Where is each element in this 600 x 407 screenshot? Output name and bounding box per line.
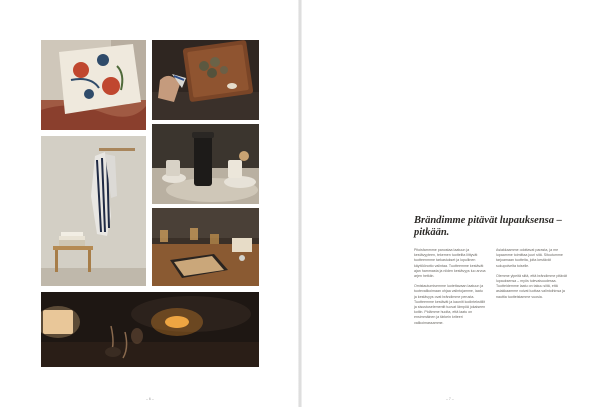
body-paragraph: Pitoisfammme panostaa laatuun ja kestävyyteen, tekemen tuotteilta liittyvät tuotteenmme tarkastukset ja lopullinen käyttöönotto valintaa. Tuotteemme kestävät ajan hammasta ja niiden kestävyys luo arvoa arjen hetkiin. <box>414 248 486 279</box>
game-table-photo <box>152 208 259 286</box>
cushion-photo <box>41 40 146 130</box>
right-page <box>301 0 600 407</box>
charcuterie-photo <box>152 40 259 120</box>
headline: Brändimme pitävät lupauksensa – pitkään. <box>414 215 562 238</box>
page-number-right: – 7 – <box>446 397 454 401</box>
body-paragraph: Omistautumisemme luotettavaan laatuun ja tuotevalikoimaan ohjaa valintojamme, laatu ja kestävyys ovat brändimme perusta. Tuotteemme kestävät ja kauniit kodintekstiilit ja sisustuselementit tuovat lämpöä jokaiseen kotiin. Pidämme huolta, että laatu on ensimmäinen ja tärkein kriteeri valikoimassamme. <box>414 284 486 325</box>
body-paragraph: Olemme ylpeitä siitä, että brändimme pitävät lupauksensa – myös tulevaisuudessa. Tuotteidemme laatu on takuu siitä, että asiakkaamme voivat luottaa valintoihinsa ja nauttia tuotteistamme vuosia. <box>496 273 567 299</box>
tableware-photo <box>152 124 259 204</box>
body-column-right <box>496 248 568 305</box>
page-number-left: – 6 – <box>146 397 154 401</box>
body-paragraph: Asiakkaamme odottavat parasta, ja me lupaamme toimittaa juuri sitä. Sitoutumme tarjoamaan tuotteita, joita kestävät sukupolvelta toiselle. <box>496 248 563 268</box>
body-column-left <box>414 248 486 331</box>
book-spine <box>298 0 302 407</box>
candlelight-photo <box>41 292 259 367</box>
hallway-photo <box>41 136 146 286</box>
